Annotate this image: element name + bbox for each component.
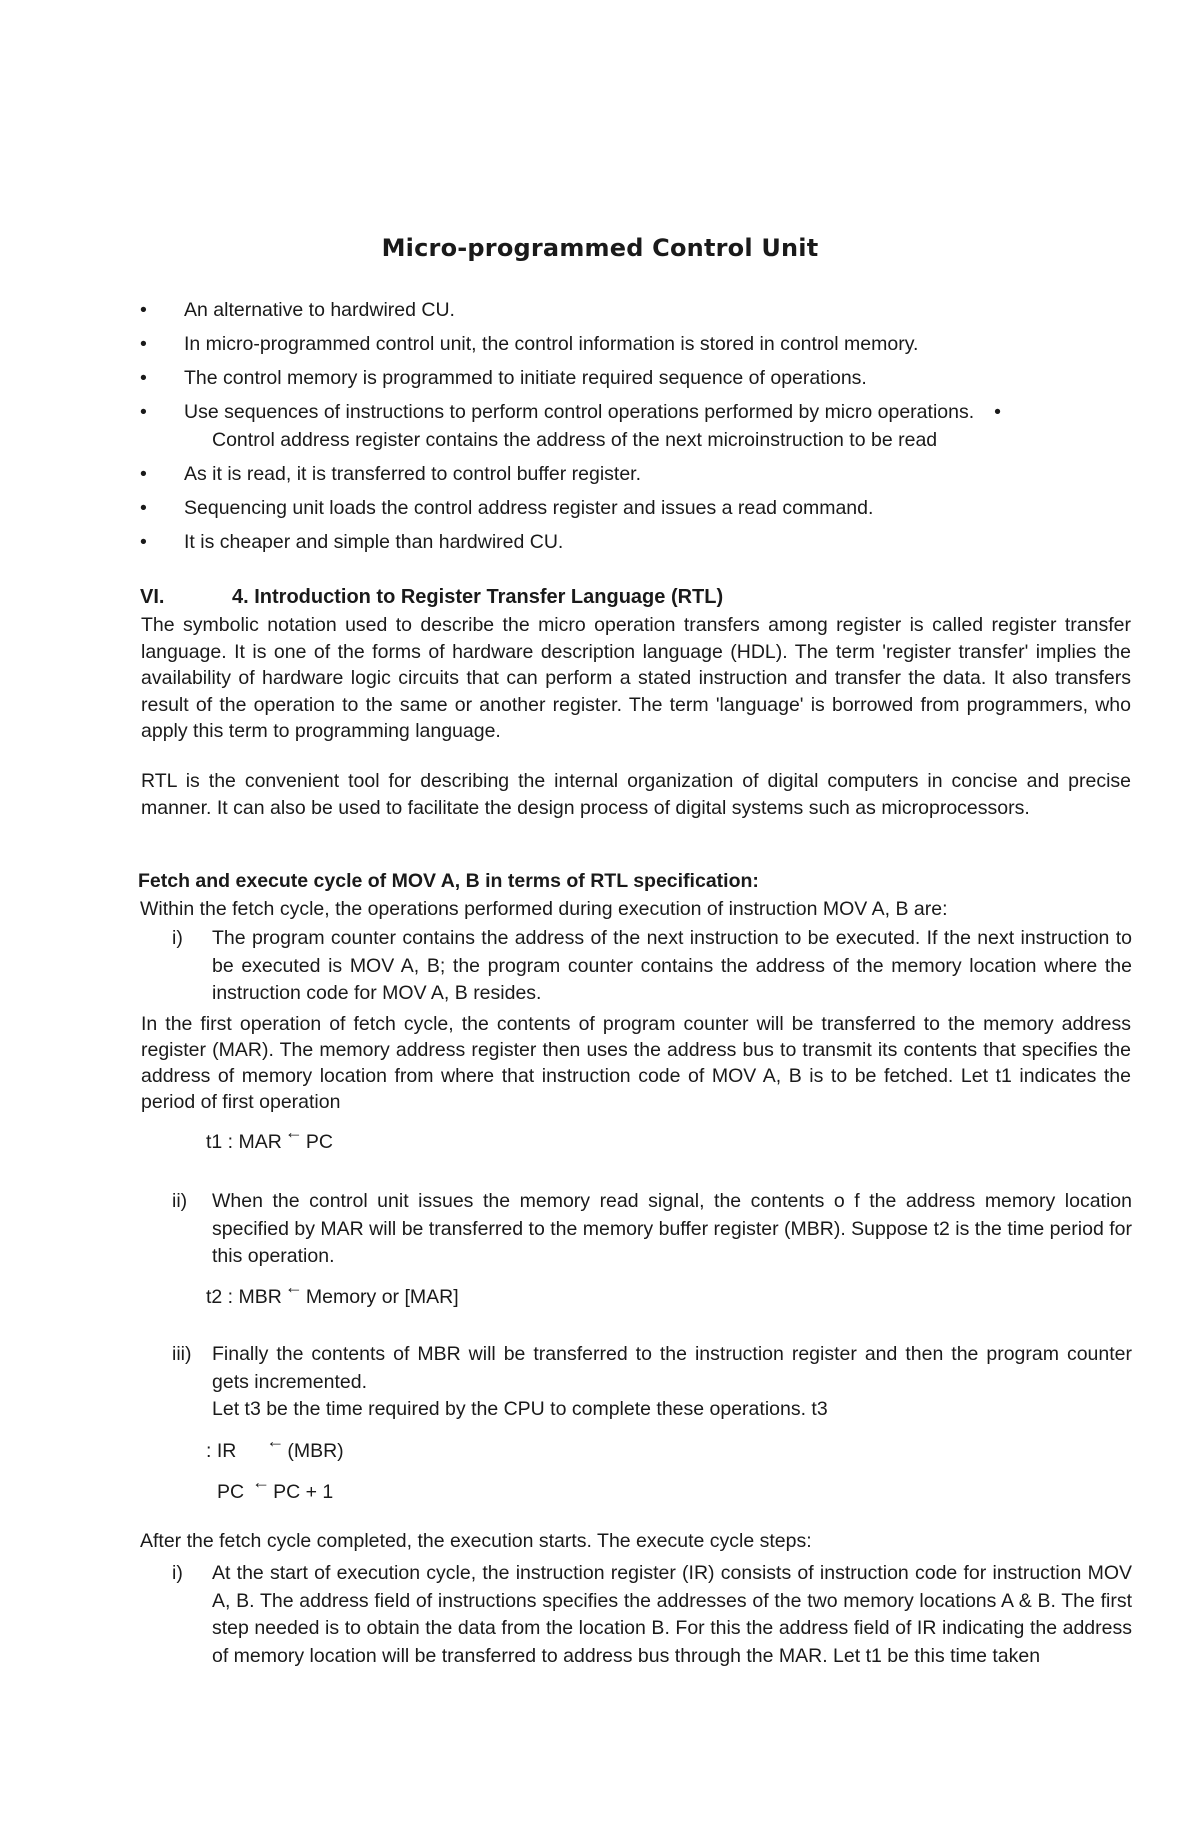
bullet-icon: • [140,463,147,485]
rtl-paragraph: The symbolic notation used to describe the micro operation transfers among register is called register transfer language. It is one of the forms of hardware description language (HDL). The term 'register transfer' implies the availability of hardware logic circuits that can perform a stated instruction and transfer the data. It also transfers result of the operation to the same or another register. The term 'language' is borrowed from programmers, who apply this term to programming language. [141,614,1131,742]
rtl-paragraph-2: RTL is the convenient tool for describing the internal organization of digital computers in concise and precise manner. It can also be used to facilitate the design process of digital systems such as microprocessors. [141,770,1131,819]
fetch-step-2: ii) When the control unit issues the memory read signal, the contents o f the address memory location specified by MAR will be transferred to the memory buffer register (MBR). Suppose t2 is the time period for this operation. [172,1190,1132,1267]
formula-t3: : IR ← (MBR) [206,1431,344,1462]
bullet-list [140,296,1130,562]
fetch-first-operation: In the first operation of fetch cycle, the contents of program counter will be transferred to the memory address register (MAR). The memory address register then uses the address bus to transmit its contents that specifies the address of memory location from where that instruction code of MOV A, B is to be fetched. Let t1 indicates the period of first operation [141,1013,1131,1113]
fetch-step-1: i) The program counter contains the address of the next instruction to be executed. If the next instruction to be executed is MOV A, B; the program counter contains the address of the memory location where the instruction code for MOV A, B resides. [172,927,1132,1004]
bullet-icon: • [140,299,147,321]
left-arrow-icon: ← [266,1431,285,1451]
bullet-icon: • [140,333,147,355]
bullet-icon: • [140,497,147,519]
list-item: • In micro-programmed control unit, the control information is stored in control memory. [140,330,1130,364]
left-arrow-icon: ← [284,1277,303,1297]
bullet-icon: • [140,531,147,553]
list-item: • An alternative to hardwired CU. [140,296,1130,330]
list-item: • The control memory is programmed to initiate required sequence of operations. [140,364,1130,398]
fetch-heading: Fetch and execute cycle of MOV A, B in terms of RTL specification: [138,870,759,892]
list-item: • As it is read, it is transferred to control buffer register. [140,460,1130,494]
bullet-icon: • [994,401,1001,423]
section-heading: VI. 4. Introduction to Register Transfer Language (RTL) [140,586,724,608]
list-item: • It is cheaper and simple than hardwired CU. [140,528,1130,562]
page-title: Micro-programmed Control Unit [381,234,819,262]
execute-intro: After the fetch cycle completed, the execution starts. The execute cycle steps: [140,1530,812,1552]
formula-t2: t2 : MBR ← Memory or [MAR] [206,1277,459,1308]
bullet-icon: • [140,367,147,389]
formula-pc: PC ← PC + 1 [217,1472,334,1503]
step-marker: ii) [172,1190,188,1212]
step-marker: iii) [172,1343,192,1365]
fetch-step-3: iii) Finally the contents of MBR will be transferred to the instruction register and then the program counter gets incremented. [172,1343,1132,1393]
formula-t1: t1 : MAR ← PC [206,1122,333,1153]
bullet-icon: • [140,401,147,423]
list-item: • Use sequences of instructions to perform control operations performed by micro operations. • Control address register contains the address of the next microinstruction to be read [140,398,1130,460]
section-number: VI. [140,586,165,608]
step-marker: i) [172,1562,183,1584]
fetch-intro: Within the fetch cycle, the operations performed during execution of instruction MOV A, B are: [140,898,948,920]
left-arrow-icon: ← [284,1122,303,1142]
left-arrow-icon: ← [252,1472,271,1492]
step-marker: i) [172,927,183,949]
fetch-t3-line: Let t3 be the time required by the CPU to complete these operations. t3 [212,1398,828,1420]
list-item: • Sequencing unit loads the control address register and issues a read command. [140,494,1130,528]
execute-step-1: i) At the start of execution cycle, the instruction register (IR) consists of instruction code for instruction MOV A, B. The address field of instructions specifies the addresses of the two memory locations A & B. The first step needed is to obtain the data from the location B. For this the address field of IR indicating the address of memory location will be transferred to address bus through the MAR. Let t1 be this time taken [172,1562,1132,1667]
